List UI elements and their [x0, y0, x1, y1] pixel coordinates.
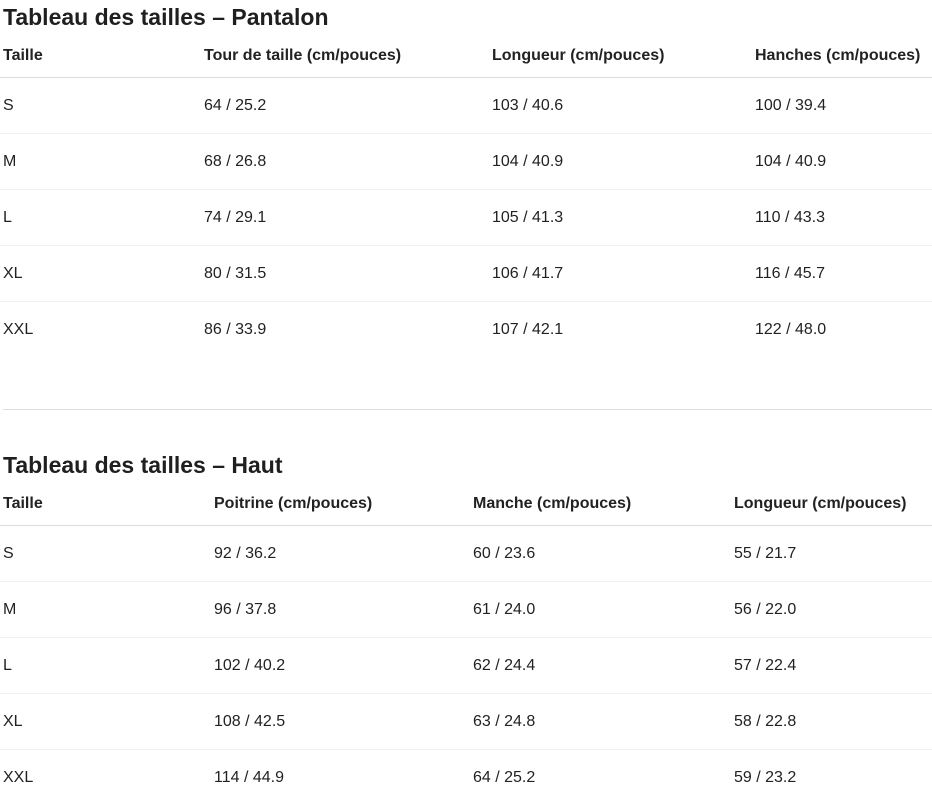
table-row: [0, 750, 932, 805]
top-size-table: [0, 482, 932, 805]
table-row: [0, 638, 932, 694]
table-row: [0, 246, 932, 302]
table-header-row: [0, 34, 932, 78]
length-cell: 106 / 41.7: [489, 246, 752, 302]
table-header-row: [0, 482, 932, 526]
size-cell: S: [0, 526, 211, 582]
chest-cell: 96 / 37.8: [211, 582, 470, 638]
table-row: [0, 582, 932, 638]
column-header-size: Taille: [0, 34, 201, 78]
sleeve-cell: 64 / 25.2: [470, 750, 731, 805]
sleeve-cell: 60 / 23.6: [470, 526, 731, 582]
chest-cell: 102 / 40.2: [211, 638, 470, 694]
waist-cell: 68 / 26.8: [201, 134, 489, 190]
table-row: [0, 78, 932, 134]
length-cell: 58 / 22.8: [731, 694, 932, 750]
pants-size-table: [0, 34, 932, 357]
column-header-sleeve: Manche (cm/pouces): [470, 482, 731, 526]
table-row: [0, 694, 932, 750]
top-size-chart-section: [0, 448, 932, 805]
size-cell: M: [0, 134, 201, 190]
sleeve-cell: 62 / 24.4: [470, 638, 731, 694]
column-header-length: Longueur (cm/pouces): [731, 482, 932, 526]
column-header-length: Longueur (cm/pouces): [489, 34, 752, 78]
size-cell: L: [0, 190, 201, 246]
table-row: [0, 526, 932, 582]
column-header-waist: Tour de taille (cm/pouces): [201, 34, 489, 78]
size-cell: XL: [0, 694, 211, 750]
hips-cell: 100 / 39.4: [752, 78, 932, 134]
pants-size-chart-section: [0, 0, 932, 357]
sleeve-cell: 61 / 24.0: [470, 582, 731, 638]
length-cell: 107 / 42.1: [489, 302, 752, 358]
hips-cell: 104 / 40.9: [752, 134, 932, 190]
size-cell: S: [0, 78, 201, 134]
waist-cell: 80 / 31.5: [201, 246, 489, 302]
sleeve-cell: 63 / 24.8: [470, 694, 731, 750]
section-divider: [3, 409, 932, 410]
size-cell: XXL: [0, 302, 201, 358]
waist-cell: 86 / 33.9: [201, 302, 489, 358]
length-cell: 105 / 41.3: [489, 190, 752, 246]
size-cell: L: [0, 638, 211, 694]
top-chart-title: Tableau des tailles – Haut: [0, 448, 932, 482]
length-cell: 57 / 22.4: [731, 638, 932, 694]
column-header-hips: Hanches (cm/pouces): [752, 34, 932, 78]
hips-cell: 122 / 48.0: [752, 302, 932, 358]
length-cell: 55 / 21.7: [731, 526, 932, 582]
column-header-chest: Poitrine (cm/pouces): [211, 482, 470, 526]
size-cell: XXL: [0, 750, 211, 805]
pants-chart-title: Tableau des tailles – Pantalon: [0, 0, 932, 34]
hips-cell: 110 / 43.3: [752, 190, 932, 246]
table-row: [0, 190, 932, 246]
table-row: [0, 302, 932, 358]
size-cell: XL: [0, 246, 201, 302]
column-header-size: Taille: [0, 482, 211, 526]
length-cell: 59 / 23.2: [731, 750, 932, 805]
chest-cell: 114 / 44.9: [211, 750, 470, 805]
table-row: [0, 134, 932, 190]
length-cell: 56 / 22.0: [731, 582, 932, 638]
length-cell: 104 / 40.9: [489, 134, 752, 190]
size-cell: M: [0, 582, 211, 638]
length-cell: 103 / 40.6: [489, 78, 752, 134]
chest-cell: 92 / 36.2: [211, 526, 470, 582]
chest-cell: 108 / 42.5: [211, 694, 470, 750]
waist-cell: 74 / 29.1: [201, 190, 489, 246]
waist-cell: 64 / 25.2: [201, 78, 489, 134]
hips-cell: 116 / 45.7: [752, 246, 932, 302]
